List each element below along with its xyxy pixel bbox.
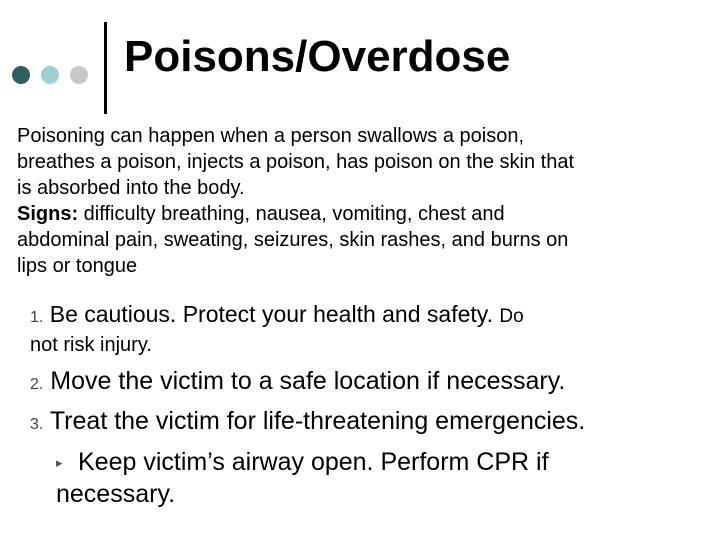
intro-line: is absorbed into the body.: [17, 177, 245, 199]
intro-line: breathes a poison, injects a poison, has poison on the skin that: [17, 151, 575, 173]
step-text: Be cautious. Protect your health and safety.: [49, 301, 493, 327]
step-3: [30, 404, 585, 442]
step-text: Treat the victim for life-threatening emergencies.: [49, 407, 586, 435]
signs-line: [17, 201, 705, 227]
step-number: 3.: [30, 416, 44, 433]
signs-label: Signs:: [17, 203, 79, 225]
step-number: 1.: [30, 309, 44, 326]
step-1-continued: not risk injury.: [30, 334, 152, 356]
sub-bullet-continued: necessary.: [56, 480, 176, 508]
step-text: Move the victim to a safe location if necessary.: [50, 367, 566, 395]
decor-dot-light: [41, 66, 59, 84]
triangle-bullet-icon: ▸: [56, 455, 63, 471]
step-text-small: Do: [499, 306, 524, 327]
intro-line: Poisoning can happen when a person swallows a poison,: [17, 125, 525, 147]
step-number: 2.: [30, 376, 44, 393]
intro-text: [17, 123, 705, 279]
signs-line: lips or tongue: [17, 255, 138, 277]
step-1: [30, 299, 524, 333]
signs-line: abdominal pain, sweating, seizures, skin rashes, and burns on: [17, 229, 569, 251]
signs-text: difficulty breathing, nausea, vomiting, chest and: [78, 203, 505, 225]
decor-dot-gray: [70, 66, 88, 84]
title-divider: [104, 22, 107, 114]
step-2: [30, 364, 565, 402]
sub-bullet: [56, 446, 549, 479]
slide-title: Poisons/Overdose: [124, 32, 511, 81]
sub-bullet-text: Keep victim’s airway open. Perform CPR if: [78, 448, 549, 476]
decor-dot-dark: [12, 66, 30, 84]
